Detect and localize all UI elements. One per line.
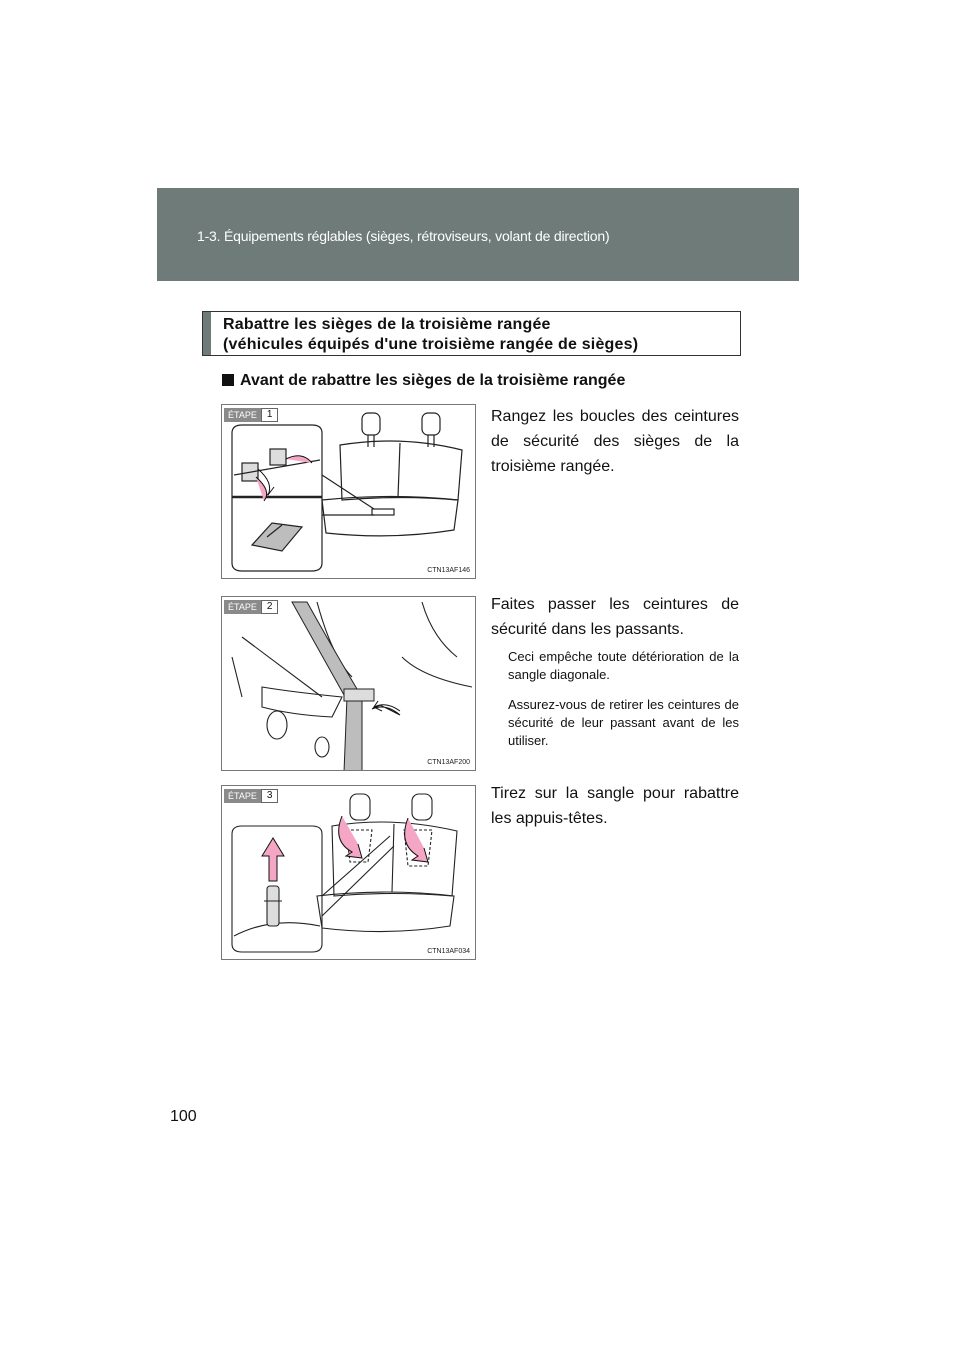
step3-badge	[224, 789, 278, 803]
headrest-fold-illustration	[222, 786, 476, 960]
chapter-header-band	[157, 188, 799, 281]
section-title-line2: (véhicules équipés d'une troisième rangée de sièges)	[223, 336, 639, 353]
step1-text: Rangez les boucles des ceintures de sécurité des sièges de la troisième rangée.	[491, 408, 739, 475]
step2-figure-code: CTN13AF200	[427, 759, 470, 766]
section-title-line1: Rabattre les sièges de la troisième rangée	[223, 316, 551, 333]
section-title-bar	[203, 312, 211, 355]
step-word: ÉTAPE	[224, 600, 261, 614]
seat-buckle-illustration	[222, 405, 476, 579]
section-title-box	[202, 311, 741, 356]
step1-badge	[224, 408, 278, 422]
square-bullet-icon	[222, 374, 234, 386]
step2-note1: Ceci empêche toute détérioration de la sangle diagonale.	[508, 649, 739, 682]
step-number: 1	[261, 408, 279, 422]
step-word: ÉTAPE	[224, 408, 261, 422]
step-number: 3	[261, 789, 279, 803]
step1-figure-code: CTN13AF146	[427, 567, 470, 574]
step3-text: Tirez sur la sangle pour rabattre les appuis-têtes.	[491, 785, 739, 827]
page-number: 100	[170, 1108, 197, 1125]
step2-text: Faites passer les ceintures de sécurité dans les passants.	[491, 596, 739, 638]
step3-figure	[221, 785, 476, 960]
subsection-title-text: Avant de rabattre les sièges de la troisième rangée	[240, 372, 626, 389]
step-word: ÉTAPE	[224, 789, 261, 803]
step2-badge	[224, 600, 278, 614]
chapter-title: 1-3. Équipements réglables (sièges, rétroviseurs, volant de direction)	[197, 228, 610, 244]
step-number: 2	[261, 600, 279, 614]
step2-note2: Assurez-vous de retirer les ceintures de sécurité de leur passant avant de les utiliser.	[508, 697, 739, 748]
subsection-title	[222, 372, 625, 390]
step2-figure	[221, 596, 476, 771]
step1-figure	[221, 404, 476, 579]
step3-figure-code: CTN13AF034	[427, 948, 470, 955]
belt-loop-illustration	[222, 597, 476, 771]
